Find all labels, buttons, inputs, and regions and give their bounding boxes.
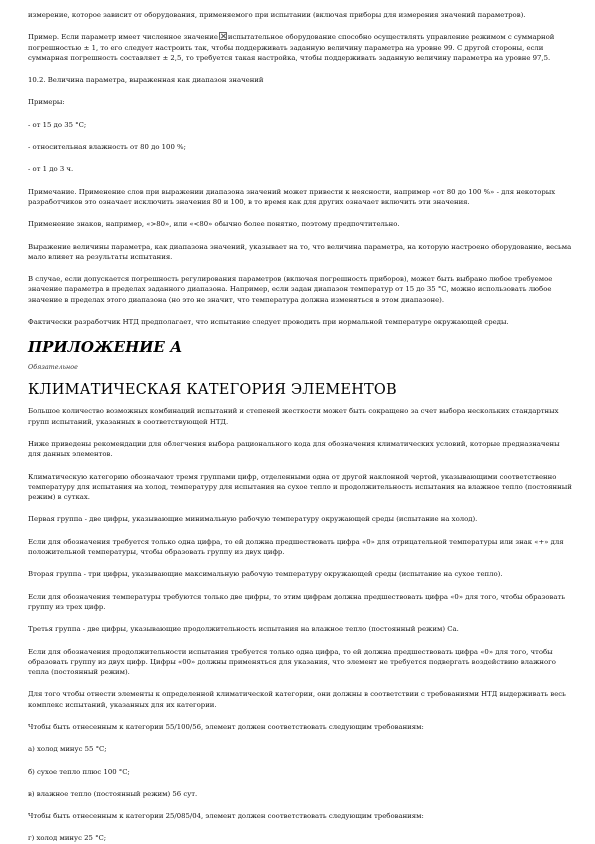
paragraph: Если для обозначения температуры требуются только две цифры, то этим цифрам должна предшествовать цифра «0» для того, чтобы образовать группу из трех цифр. (28, 592, 566, 611)
paragraph: Чтобы быть отнесенным к категории 25/085/04, элемент должен соответствовать следующим требованиям: (28, 812, 424, 821)
list-item: в) влажное тепло (постоянный режим) 56 сут. (28, 789, 198, 798)
appendix-status: Обязательное (28, 363, 78, 372)
paragraph: Применение знаков, например, «>80», или «<80» обычно более понятно, поэтому предпочтительно. (28, 220, 400, 229)
paragraph: Фактически разработчик НТД предполагает, что испытание следует проводить при нормальной температуре окружающей среды. (28, 318, 509, 327)
example-lead: Пример. Если параметр имеет численное значение (28, 33, 218, 42)
example-rest: испытательное оборудование способно осуществлять управление режимом с суммарной погрешностью ± 1, то его следует настроить так, чтобы поддерживать заданную величину параметра на уровне 99. С другой стороны, если суммарная погрешность составляет ± 2,5, то требуется такая настройка, чтобы поддерживать заданную величину параметра на уровне 97,5. (28, 33, 555, 62)
appendix-title: КЛИМАТИЧЕСКАЯ КАТЕГОРИЯ ЭЛЕМЕНТОВ (28, 382, 397, 399)
paragraph-note: Примечание. Применение слов при выражении диапазона значений может привести к неясности, например «от 80 до 100 %» - для некоторых разработчиков это означает исключить значения 80 и 100, в то время как для других означает включить эти значения. (28, 187, 556, 206)
examples-label: Примеры: (28, 98, 65, 107)
paragraph: В случае, если допускается погрешность регулирования параметров (включая погрешность приборов), может быть выбрано любое требуемое значение параметра в пределах заданного диапазона. Например, если задан диапазон температур от 15 до 35 °С, можно использовать любое значение в пределах этого диапазона (но это не значит, что температура должна изменяться в этом диапазоне). (28, 275, 553, 304)
paragraph: Если для обозначения требуется только одна цифра, то ей должна предшествовать цифра «0» для отрицательной температуры или знак «+» для положительной температуры, чтобы образовать группу из двух цифр. (28, 537, 564, 557)
list-item: б) сухое тепло плюс 100 °С; (28, 767, 130, 776)
paragraph: Чтобы быть отнесенным к категории 55/100/56, элемент должен соответствовать следующим требованиям: (28, 722, 424, 731)
paragraph: Выражение величины параметра, как диапазона значений, указывает на то, что величина параметра, на которую настроено оборудование, весьма мало влияет на результаты испытания. (28, 242, 572, 261)
list-item: г) холод минус 25 °С; (28, 834, 107, 843)
paragraph: Ниже приведены рекомендации для облегчения выбора рационального кода для обозначения климатических условий, которые предназначены для данных элементов. (28, 439, 560, 459)
paragraph: Большое количество возможных комбинаций испытаний и степеней жесткости может быть сокращено за счет выбора нескольких стандартных групп испытаний, указанных в соответствующей НТД. (28, 407, 559, 426)
paragraph: Вторая группа - три цифры, указывающие максимальную рабочую температуру окружающей среды (испытание на сухое тепло). (28, 570, 503, 579)
paragraph: Для того чтобы отнести элементы к определенной климатической категории, они должны в соответствии с требованиями НТД выдерживать весь комплекс испытаний, указанных для их категории. (28, 690, 566, 709)
document-body (28, 10, 573, 844)
paragraph: Если для обозначения продолжительности испытания требуется только одна цифра, то ей должна предшествовать цифра «0» для того, чтобы образовать группу из двух цифр. Цифры «00» должны применяться для указания, что элемент не требуется подвергать воздействию влажного тепла (постоянный режим). (28, 647, 556, 677)
appendix-heading: ПРИЛОЖЕНИЕ А (28, 338, 183, 357)
paragraph-example (28, 32, 573, 63)
section-10-2-heading: 10.2. Величина параметра, выраженная как диапазон значений (28, 76, 264, 85)
broken-image-icon (219, 32, 227, 40)
paragraph: Третья группа - две цифры, указывающие продолжительность испытания на влажное тепло (постоянный режим) Са. (28, 625, 459, 634)
paragraph-intro-continuation: измерение, которое зависит от оборудования, применяемого при испытании (включая приборы для измерения значений параметров). (28, 11, 526, 19)
list-item: - относительная влажность от 80 до 100 %; (28, 143, 186, 152)
paragraph: Климатическую категорию обозначают тремя группами цифр, отделенными одна от другой наклонной чертой, указывающими соответственно температуру для испытания на холод, температуру для испытания на сухое тепло и продолжительность испытания на влажное тепло (постоянный режим) в сутках. (28, 472, 572, 502)
list-item: - от 15 до 35 °С; (28, 120, 87, 129)
paragraph: Первая группа - две цифры, указывающие минимальную рабочую температуру окружающей среды (испытание на холод). (28, 515, 478, 524)
list-item: - от 1 до 3 ч. (28, 165, 74, 174)
list-item: а) холод минус 55 °С; (28, 745, 107, 754)
